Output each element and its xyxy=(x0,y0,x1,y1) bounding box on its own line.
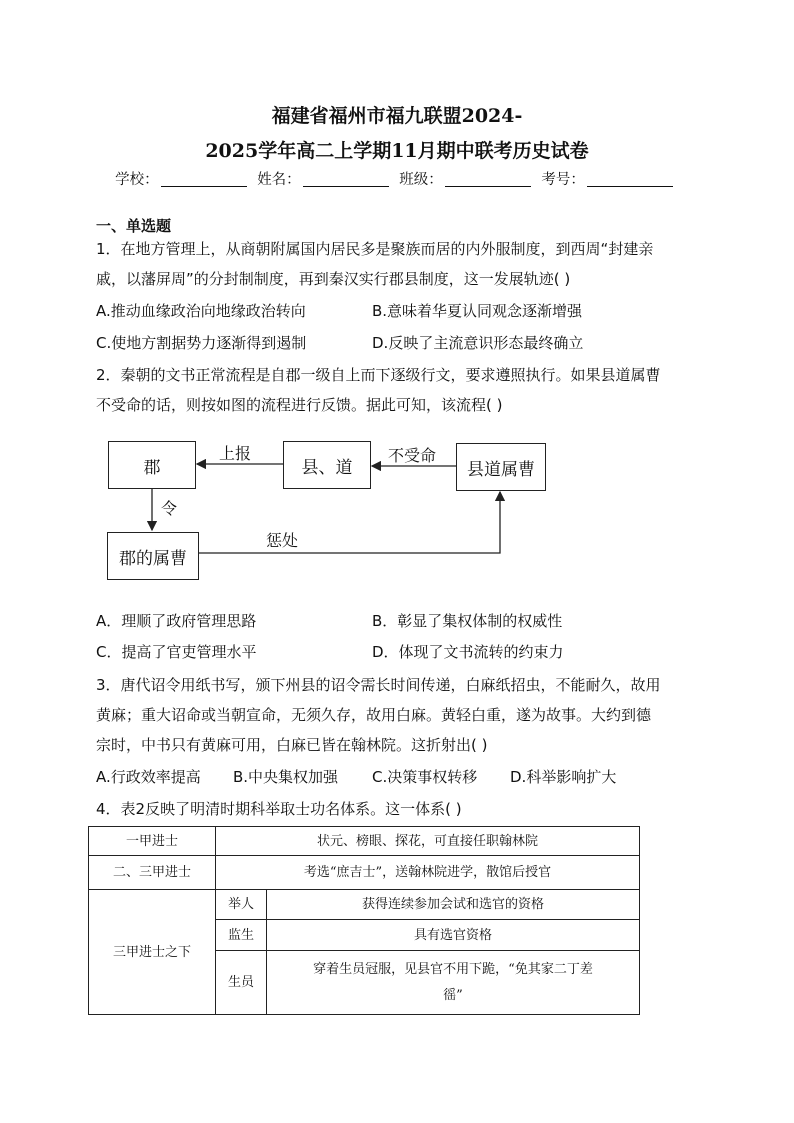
table-cell-desc-line1: 穿着生员冠服，见县官不用下跪，“免其家二丁差 xyxy=(313,961,593,977)
q3-option-d: D.科举影响扩大 xyxy=(510,768,617,786)
flow-label-shangbao: 上报 xyxy=(219,444,252,463)
name-blank[interactable] xyxy=(303,172,389,187)
flow-box-xiandao: 县、道 xyxy=(283,441,371,489)
q3-option-b: B.中央集权加强 xyxy=(233,768,339,786)
q4-stem: 4．表2反映了明清时期科举取士功名体系。这一体系( ) xyxy=(96,800,462,818)
flow-label-ling: 令 xyxy=(161,499,178,518)
table-cell-subname: 举人 xyxy=(216,890,267,920)
student-info-row xyxy=(0,170,794,190)
q1-option-b: B.意味着华夏认同观念逐渐增强 xyxy=(372,302,583,320)
q2-option-d: D．体现了文书流转的约束力 xyxy=(372,643,564,661)
table-cell-desc: 具有选官资格 xyxy=(267,920,640,951)
q2-option-c: C．提高了官吏管理水平 xyxy=(96,643,257,661)
keju-table xyxy=(88,826,640,1015)
q2-option-a: A．理顺了政府管理思路 xyxy=(96,612,257,630)
exam-number-label: 考号： xyxy=(541,172,585,188)
school-blank[interactable] xyxy=(161,172,247,187)
q2-stem-line2: 不受命的话，则按如图的流程进行反馈。据此可知，该流程( ) xyxy=(96,396,503,414)
q3-stem-line1: 3．唐代诏令用纸书写，颁下州县的诏令需长时间传递，白麻纸招虫，不能耐久，故用 xyxy=(96,676,661,694)
flow-box-shucao: 县道属曹 xyxy=(456,443,546,491)
table-cell-desc: 状元、榜眼、探花，可直接任职翰林院 xyxy=(216,827,640,856)
school-label: 学校： xyxy=(115,172,159,188)
q1-option-d: D.反映了主流意识形态最终确立 xyxy=(372,334,584,352)
class-label: 班级： xyxy=(399,172,443,188)
table-row xyxy=(89,856,640,890)
q3-stem-line3: 宗时，中书只有黄麻可用，白麻已皆在翰林院。这折射出( ) xyxy=(96,736,488,754)
table-cell-name: 一甲进士 xyxy=(89,827,216,856)
table-cell-subname: 生员 xyxy=(216,951,267,1015)
q1-option-a: A.推动血缘政治向地缘政治转向 xyxy=(96,302,306,320)
exam-number-blank[interactable] xyxy=(587,172,673,187)
flow-label-bushouming: 不受命 xyxy=(388,446,437,465)
arrow-junshu-to-shucao xyxy=(198,492,500,553)
table-row xyxy=(89,827,640,856)
table-cell-subname: 监生 xyxy=(216,920,267,951)
q1-stem-line2: 戚，以藩屏周”的分封制制度，再到秦汉实行郡县制度，这一发展轨迹( ) xyxy=(96,270,571,288)
table-cell-name: 二、三甲进士 xyxy=(89,856,216,890)
table-cell-name: 三甲进士之下 xyxy=(89,890,216,1015)
exam-title-line2: 2025学年高二上学期11月期中联考历史试卷 xyxy=(205,140,589,162)
q2-stem-line1: 2．秦朝的文书正常流程是自郡一级自上而下逐级行文，要求遵照执行。如果县道属曹 xyxy=(96,366,661,384)
q1-option-c: C.使地方割据势力逐渐得到遏制 xyxy=(96,334,307,352)
flow-label-chengchu: 惩处 xyxy=(266,531,299,550)
q3-option-a: A.行政效率提高 xyxy=(96,768,201,786)
q2-option-b: B．彰显了集权体制的权威性 xyxy=(372,612,563,630)
table-cell-desc: 获得连续参加会试和选官的资格 xyxy=(267,890,640,920)
q3-option-c: C.决策事权转移 xyxy=(372,768,478,786)
table-row xyxy=(89,890,640,920)
table-cell-desc-line2: 徭” xyxy=(443,987,463,1003)
q1-stem-line1: 1．在地方管理上，从商朝附属国内居民多是聚族而居的内外服制度，到西周“封建亲 xyxy=(96,240,654,258)
exam-title-line1: 福建省福州市福九联盟2024- xyxy=(271,105,523,127)
table-cell-desc: 考选“庶吉士”，送翰林院进学，散馆后授官 xyxy=(216,856,640,890)
q3-stem-line2: 黄麻；重大诏命或当朝宣命，无须久存，故用白麻。黄轻白重，遂为故事。大约到德 xyxy=(96,706,652,724)
section-title: 一、单选题 xyxy=(96,217,172,235)
name-label: 姓名： xyxy=(257,172,301,188)
table-cell-desc xyxy=(267,951,640,1015)
class-blank[interactable] xyxy=(445,172,531,187)
flow-box-junshucao: 郡的属曹 xyxy=(107,532,199,580)
flow-box-jun: 郡 xyxy=(108,441,196,489)
